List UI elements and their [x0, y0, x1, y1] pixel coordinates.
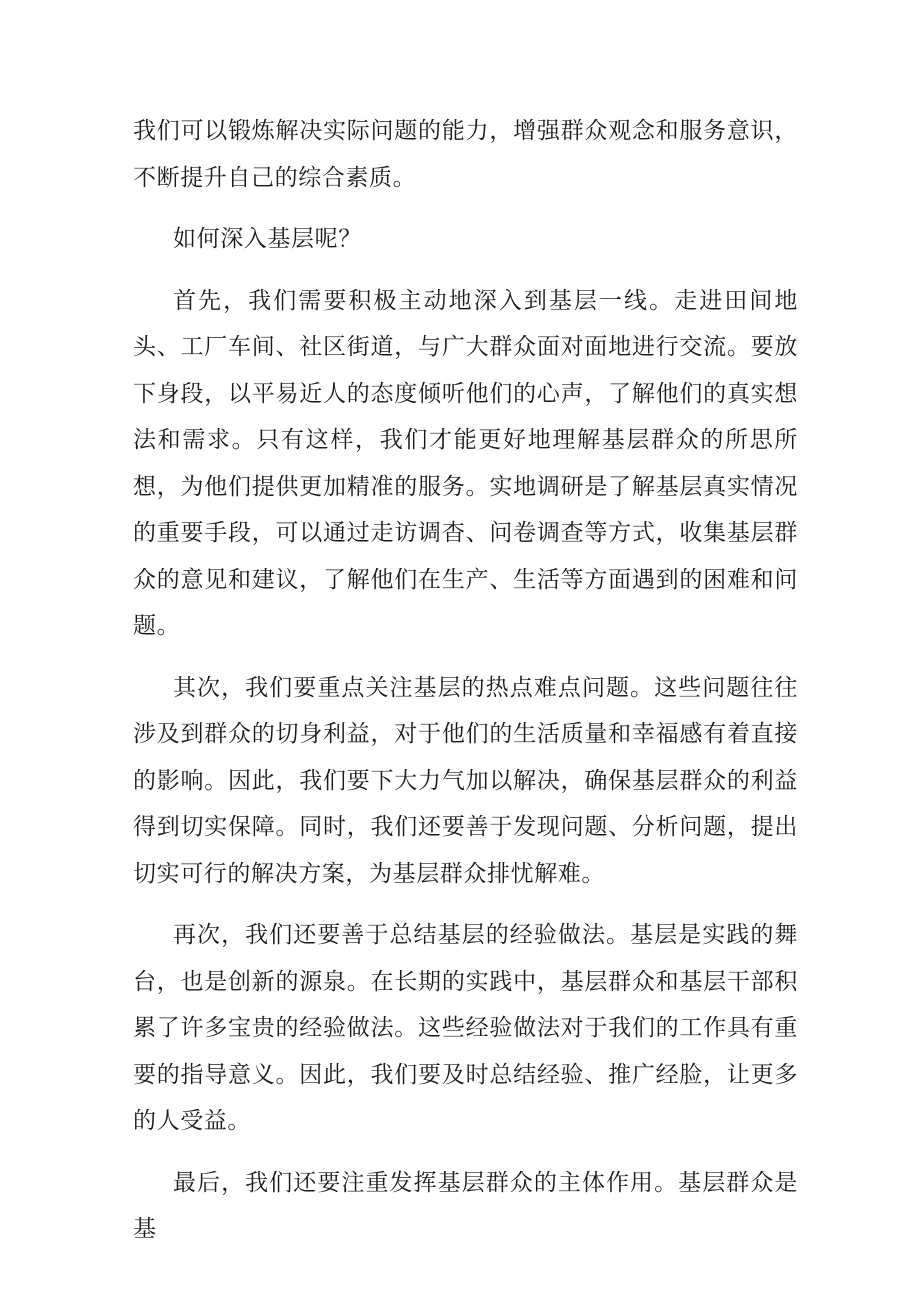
- paragraph-second: 其次，我们要重点关注基层的热点难点问题。这些问题往往涉及到群众的切身利益，对于他们的生活质量和幸福感有着直接的影响。因此，我们要下大力气加以解决，确保基层群众的利益得到切实保障。同时，我们还要善于发现问题、分析问题，提出切实可行的解决方案，为基层群众排忧解难。: [133, 674, 798, 887]
- paragraph-question: 如何深入基层呢？: [173, 226, 362, 252]
- paragraph-first: 首先，我们需要积极主动地深入到基层一线。走进田间地头、工厂车间、社区街道，与广大群众面对面地进行交流。要放下身段，以平易近人的态度倾听他们的心声，了解他们的真实想法和需求。只有这样，我们才能更好地理解基层群众的所思所想，为他们提供更加精准的服务。实地调研是了解基层真实情况的重要手段，可以通过走访调杳、问卷调查等方式，收集基层群众的意见和建议，了解他们在生产、生活等方面遇到的困难和问题。: [133, 287, 798, 639]
- paragraph-last: 最后，我们还要注重发挥基层群众的主体作用。基层群众是基: [133, 1169, 798, 1242]
- paragraph-third: 再次，我们还要善于总结基层的经验做法。基层是实践的舞台，也是创新的源泉。在长期的实践中，基层群众和基层干部积累了许多宝贵的经验做法。这些经验做法对于我们的工作具有重要的指导意义。因此，我们要及时总结经验、推广经脸，让更多的人受益。: [133, 922, 798, 1134]
- document-body: [133, 108, 798, 1268]
- paragraph-continuation: 我们可以锻炼解决实际问题的能力，增强群众观念和服务意识，不断提升自己的综合素质。: [133, 118, 798, 191]
